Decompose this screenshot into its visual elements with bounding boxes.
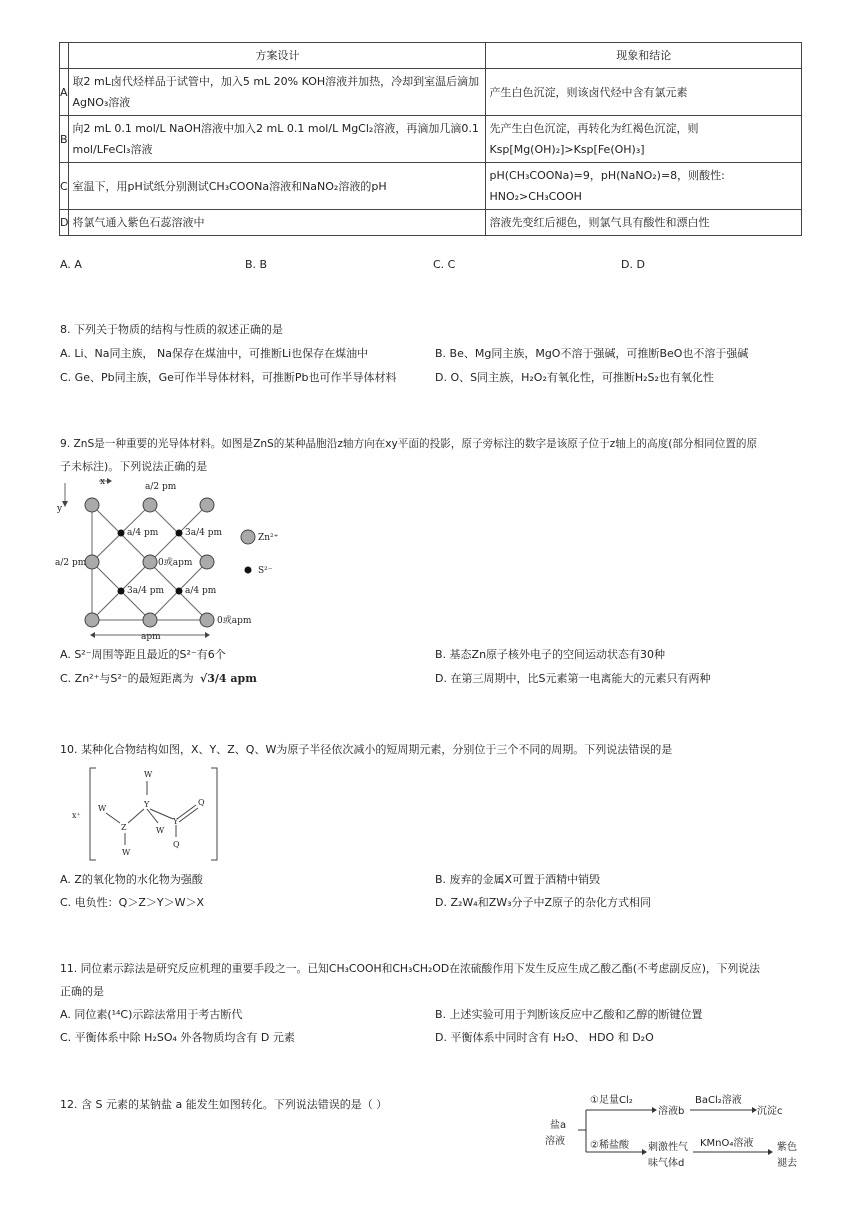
flow-kmno4-label: KMnO₄溶液 xyxy=(700,1138,754,1149)
row-result: pH(CH₃COONa)=9，pH(NaNO₂)=8，则酸性: HNO₂>CH₃COOH xyxy=(486,163,802,210)
label-l4: a/2 pm xyxy=(55,558,87,568)
label-l2: 3a/4 pm xyxy=(185,528,223,538)
row-label: B xyxy=(60,116,69,163)
q11-option-c: C. 平衡体系中除 H₂SO₄ 外各物质均含有 D 元素 xyxy=(60,1031,295,1044)
q7-option-d: D. D xyxy=(621,258,645,271)
q8-option-c: C. Ge、Pb同主族，Ge可作半导体材料，可推断Pb也可作半导体材料 xyxy=(60,371,397,384)
zn-atom xyxy=(200,555,214,569)
q8-option-b: B. Be、Mg同主族，MgO不溶于强碱，可推断BeO也不溶于强碱 xyxy=(435,347,749,360)
s-atom xyxy=(176,530,183,537)
q9-stem-line2: 子未标注)。下列说法正确的是 xyxy=(60,460,208,473)
q7-option-c: C. C xyxy=(433,258,456,271)
atom-w: W xyxy=(144,770,153,779)
q10-stem: 10. 某种化合物结构如图，X、Y、Z、Q、W为原子半径依次减小的短周期元素，分别位于三个不同的周期。下列说法错误的是 xyxy=(60,743,673,756)
row-design: 取2 mL卤代烃样品于试管中，加入5 mL 20% KOH溶液并加热，冷却到室温后滴加AgNO₃溶液 xyxy=(69,69,486,116)
zn-atom xyxy=(200,498,214,512)
q9-option-d: D. 在第三周期中，比S元素第一电离能大的元素只有两种 xyxy=(435,672,711,685)
row-result: 产生白色沉淀，则该卤代烃中含有氯元素 xyxy=(486,69,802,116)
flow-solution-b: 溶液b xyxy=(658,1106,685,1117)
table-header-design: 方案设计 xyxy=(69,43,486,69)
q7-option-b: B. B xyxy=(245,258,268,271)
x-axis-label: x xyxy=(100,477,106,487)
zn-atom xyxy=(85,613,99,627)
flow-step1-label: ①足量Cl₂ xyxy=(590,1095,633,1106)
legend-zn-label: Zn²⁺ xyxy=(258,533,279,543)
experiment-table xyxy=(59,42,802,236)
flow-start-line2: 溶液 xyxy=(545,1136,565,1147)
atom-z: Z xyxy=(121,823,127,832)
flow-end-line2: 褪去 xyxy=(777,1158,797,1169)
table-row xyxy=(60,69,802,116)
flow-gas-d-line2: 味气体d xyxy=(648,1158,685,1169)
zn-atom xyxy=(143,498,157,512)
x-ion-label: x⁺ xyxy=(72,811,81,820)
q12-stem: 12. 含 S 元素的某钠盐 a 能发生如图转化。下列说法错误的是（ ） xyxy=(60,1098,388,1111)
q11-option-d: D. 平衡体系中同时含有 H₂O、 HDO 和 D₂O xyxy=(435,1031,654,1044)
zn-atom xyxy=(85,555,99,569)
q8-option-d: D. O、S同主族，H₂O₂有氧化性，可推断H₂S₂也有氧化性 xyxy=(435,371,714,384)
q8-option-a: A. Li、Na同主族， Na保存在煤油中，可推断Li也保存在煤油中 xyxy=(60,347,369,360)
row-label: A xyxy=(60,69,69,116)
table-row xyxy=(60,116,802,163)
label-l3: 0或apm xyxy=(158,558,193,568)
q10-option-a: A. Z的氧化物的水化物为强酸 xyxy=(60,873,203,886)
atom-y: Y xyxy=(173,817,179,826)
row-label: D xyxy=(60,210,69,236)
flow-gas-d-line1: 刺激性气 xyxy=(648,1142,688,1153)
atom-q: Q xyxy=(173,840,180,849)
row-result: 溶液先变红后褪色，则氯气具有酸性和漂白性 xyxy=(486,210,802,236)
atom-w: W xyxy=(98,804,107,813)
q9-option-c: C. Zn²⁺与S²⁻的最短距离为 xyxy=(60,672,194,685)
s-atom xyxy=(176,588,183,595)
conversion-flow-figure xyxy=(540,1090,810,1180)
s-atom xyxy=(118,588,125,595)
row-result: 先产生白色沉淀，再转化为红褐色沉淀，则Ksp[Mg(OH)₂]>Ksp[Fe(OH)₃] xyxy=(486,116,802,163)
table-header-result: 现象和结论 xyxy=(486,43,802,69)
label-l5: 3a/4 pm xyxy=(127,586,165,596)
q9-option-c-formula: √3/4 apm xyxy=(200,672,257,685)
y-axis-label: y xyxy=(57,504,63,514)
legend-s-label: S²⁻ xyxy=(258,566,273,576)
zn-atom xyxy=(200,613,214,627)
q7-option-a: A. A xyxy=(60,258,82,271)
s-atom xyxy=(118,530,125,537)
q11-option-b: B. 上述实验可用于判断该反应中乙酸和乙醇的断键位置 xyxy=(435,1008,703,1021)
q11-stem-line1: 11. 同位素示踪法是研究反应机理的重要手段之一。已知CH₃COOH和CH₃CH₂OD在浓硫酸作用下发生反应生成乙酸乙酯(不考虑副反应)，下列说法 xyxy=(60,962,760,975)
q9-option-b: B. 基态Zn原子核外电子的空间运动状态有30种 xyxy=(435,648,666,661)
q10-option-b: B. 废弃的金属X可置于酒精中销毁 xyxy=(435,873,601,886)
label-l6: a/4 pm xyxy=(185,586,217,596)
q10-option-c: C. 电负性：Q＞Z＞Y＞W＞X xyxy=(60,896,204,909)
flow-step2-label: ②稀盐酸 xyxy=(590,1140,629,1151)
label-top: a/2 pm xyxy=(145,482,177,492)
q11-option-a: A. 同位素(¹⁴C)示踪法常用于考古断代 xyxy=(60,1008,243,1021)
zn-atom xyxy=(85,498,99,512)
row-label: C xyxy=(60,163,69,210)
q8-stem: 8. 下列关于物质的结构与性质的叙述正确的是 xyxy=(60,323,283,336)
table-row xyxy=(60,210,802,236)
q9-option-a: A. S²⁻周围等距且最近的S²⁻有6个 xyxy=(60,648,226,661)
q9-stem-line1: 9. ZnS是一种重要的光导体材料。如图是ZnS的某种晶胞沿z轴方向在xy平面的投影，原子旁标注的数字是该原子位于z轴上的高度(部分相同位置的原 xyxy=(60,438,758,450)
row-design: 向2 mL 0.1 mol/L NaOH溶液中加入2 mL 0.1 mol/L MgCl₂溶液，再滴加几滴0.1 mol/LFeCl₃溶液 xyxy=(69,116,486,163)
q10-option-d: D. Z₂W₄和ZW₃分子中Z原子的杂化方式相同 xyxy=(435,896,652,909)
row-design: 将氯气通入紫色石蕊溶液中 xyxy=(69,210,486,236)
q11-stem-line2: 正确的是 xyxy=(60,985,104,998)
zn-atom xyxy=(143,613,157,627)
flow-precipitate-c: 沉淀c xyxy=(757,1106,783,1117)
table-header-blank xyxy=(60,43,69,69)
legend-s-atom xyxy=(245,567,252,574)
zns-unit-cell-figure xyxy=(55,475,285,645)
legend-zn-atom xyxy=(241,530,255,544)
zn-atom xyxy=(143,555,157,569)
atom-y: Y xyxy=(144,800,150,809)
atom-q: Q xyxy=(198,798,205,807)
table-header-row xyxy=(60,43,802,69)
flow-bacl2-label: BaCl₂溶液 xyxy=(695,1095,742,1106)
label-l7: 0或apm xyxy=(217,616,252,626)
row-design: 室温下，用pH试纸分别测试CH₃COONa溶液和NaNO₂溶液的pH xyxy=(69,163,486,210)
atom-w: W xyxy=(156,826,165,835)
flow-start-line1: 盐a xyxy=(550,1120,567,1131)
label-bottom: apm xyxy=(141,632,161,642)
compound-structure-figure xyxy=(70,765,230,865)
table-row xyxy=(60,163,802,210)
flow-end-line1: 紫色 xyxy=(777,1142,797,1153)
label-l1: a/4 pm xyxy=(127,528,159,538)
atom-w: W xyxy=(122,848,131,857)
